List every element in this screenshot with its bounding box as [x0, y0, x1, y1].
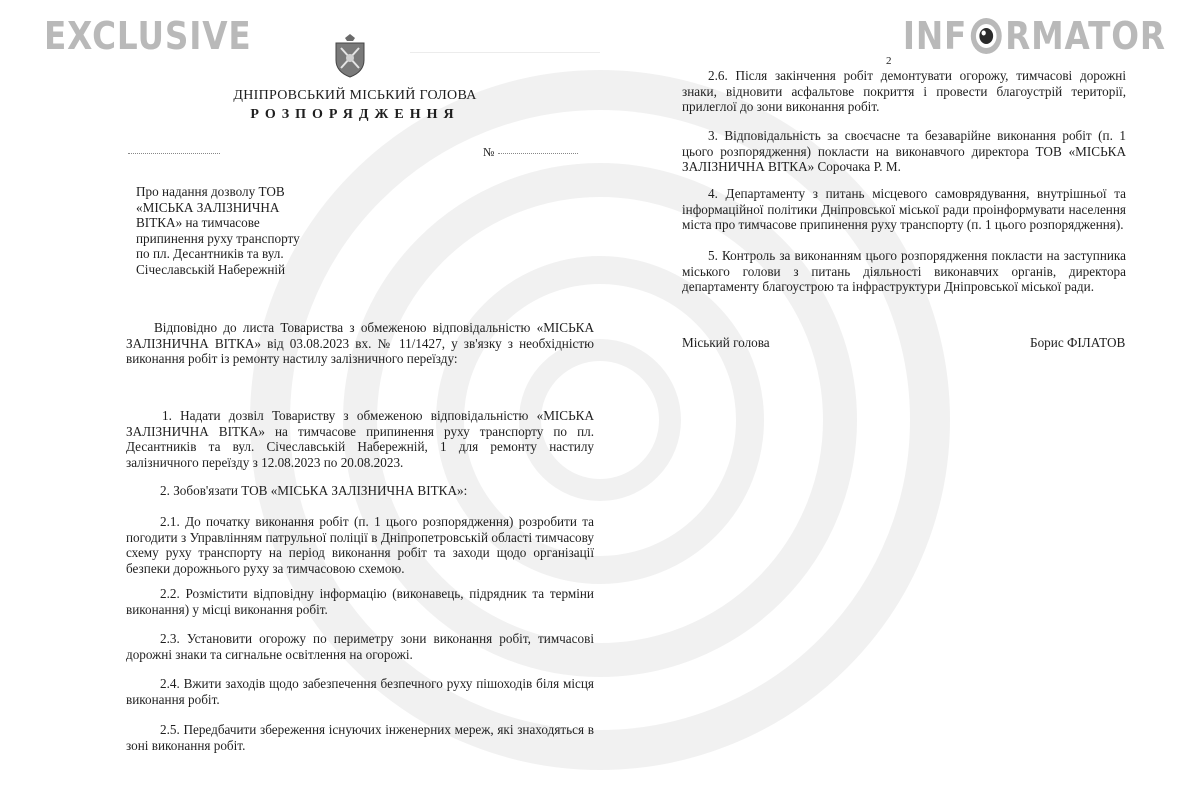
clause-2-6: 2.6. Після закінчення робіт демонтувати огорожу, тимчасові дорожні знаки, відновити асфальтове покриття і провести благоустрій території, прилеглої до зони виконання робіт. [682, 68, 1126, 115]
exclusive-label: EXCLUSIVE [44, 14, 252, 58]
clause-2: 2. Зобов'язати ТОВ «МІСЬКА ЗАЛІЗНИЧНА ВІТКА»: [160, 483, 468, 498]
document-page-2 [620, 28, 1200, 800]
informator-logo-prefix: INF [902, 14, 968, 58]
number-blank [498, 152, 578, 154]
signature-name: Борис ФІЛАТОВ [1030, 335, 1126, 350]
clause-2-4: 2.4. Вжити заходів щодо забезпечення безпечного руху пішоходів біля місця виконання робіт. [126, 676, 594, 707]
coat-of-arms-icon [332, 34, 368, 78]
number-label: № [483, 145, 495, 159]
issuing-authority: ДНІПРОВСЬКИЙ МІСЬКИЙ ГОЛОВА [233, 88, 477, 103]
clause-5: 5. Контроль за виконанням цього розпорядження покласти на заступника міського голови з питань діяльності виконавчих органів, директора департаменту благоустрою та інфраструктури Дніпровської міської ради. [682, 248, 1126, 295]
signature-role: Міський голова [682, 335, 770, 350]
clause-1: 1. Надати дозвіл Товариству з обмеженою відповідальністю «МІСЬКА ЗАЛІЗНИЧНА ВІТКА» на тимчасове припинення руху транспорту по пл. Десантників та вул. Січеславській Набережній, 1 для ремонту настилу залізничного переїзду з 12.08.2023 по 20.08.2023. [126, 408, 594, 470]
clause-2-5: 2.5. Передбачити збереження існуючих інженерних мереж, які знаходяться в зоні виконання робіт. [126, 722, 594, 753]
preamble: Відповідно до листа Товариства з обмеженою відповідальністю «МІСЬКА ЗАЛІЗНИЧНА ВІТКА» від 03.08.2023 вх. № 11/1427, у зв'язку з необхідністю виконання робіт із ремонту настилу залізничного переїзду: [126, 320, 594, 367]
clause-2-1: 2.1. До початку виконання робіт (п. 1 цього розпорядження) розробити та погодити з Управлінням патрульної поліції в Дніпропетровській області тимчасову схему руху транспорту на період виконання робіт та заходи щодо організації безпеки дорожнього руху за тимчасовою схемою. [126, 514, 594, 576]
document-subject: Про надання дозволу ТОВ «МІСЬКА ЗАЛІЗНИЧНА ВІТКА» на тимчасове припинення руху транспорту по пл. Десантників та вул. Січеславській Набережній [136, 184, 300, 277]
date-blank [128, 152, 220, 154]
clause-4: 4. Департаменту з питань місцевого самоврядування, внутрішньої та інформаційної політики Дніпровської міської ради проінформувати населення міста про тимчасове припинення руху транспорту (п. 1 цього розпорядження). [682, 186, 1126, 233]
document-page-1 [110, 28, 600, 800]
informator-logo-suffix: RMATOR [1005, 14, 1166, 58]
document-type: РОЗПОРЯДЖЕННЯ [250, 107, 460, 122]
page-number: 2 [886, 55, 892, 67]
clause-3: 3. Відповідальність за своєчасне та безаварійне виконання робіт (п. 1 цього розпорядження) покласти на виконавчого директора ТОВ «МІСЬКА ЗАЛІЗНИЧНА ВІТКА» Сорочака Р. М. [682, 128, 1126, 175]
page-top-line [410, 52, 600, 53]
clause-2-2: 2.2. Розмістити відповідну інформацію (виконавець, підрядник та терміни виконання) у місці виконання робіт. [126, 586, 594, 617]
clause-2-3: 2.3. Установити огорожу по периметру зони виконання робіт, тимчасові дорожні знаки та сигнальне освітлення на огорожі. [126, 631, 594, 662]
